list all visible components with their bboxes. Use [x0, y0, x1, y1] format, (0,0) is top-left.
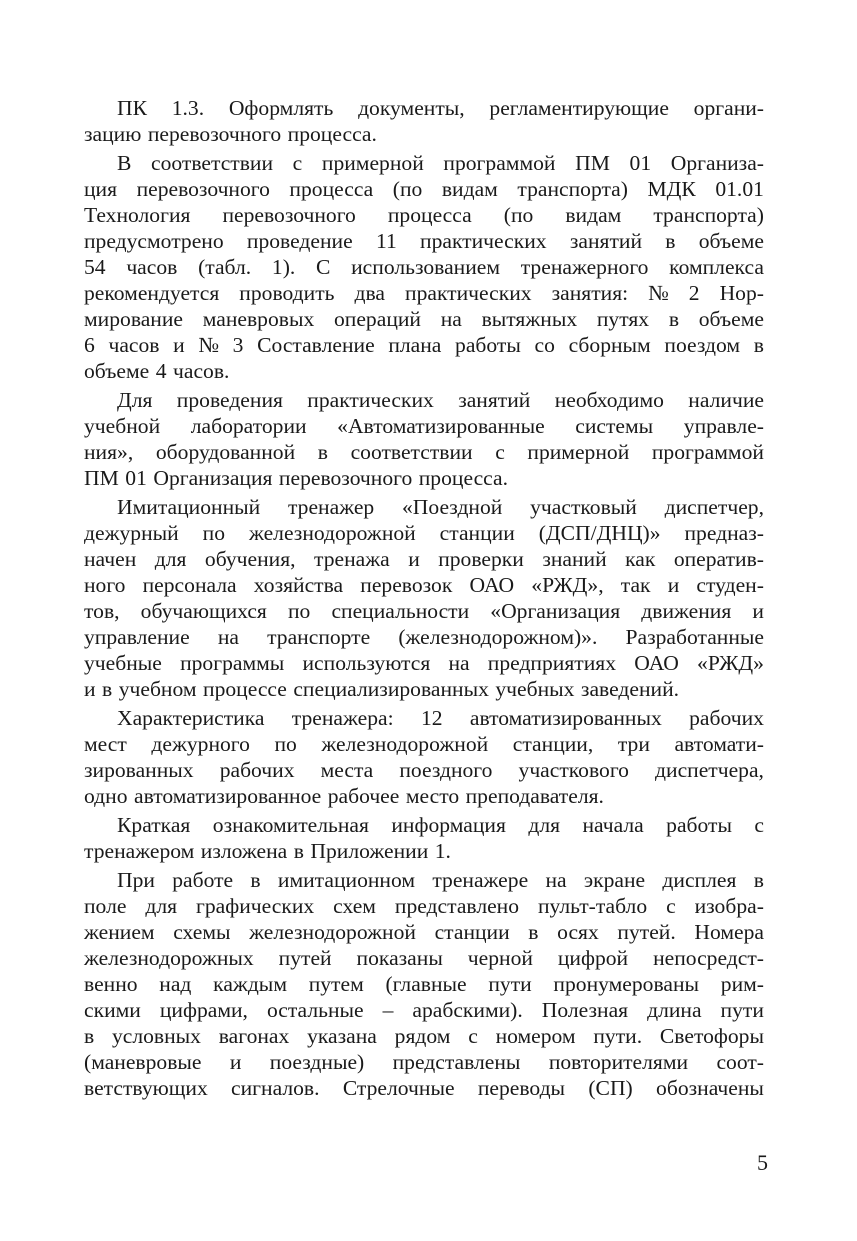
- text-line: и в учебном процессе специализированных учебных заведений.: [84, 677, 680, 701]
- text-line: ния», оборудованной в соответствии с примерной программой: [84, 440, 764, 464]
- text-line: В соответствии с примерной программой ПМ 01 Организа-: [117, 151, 764, 175]
- text-line: ПМ 01 Организация перевозочного процесса.: [84, 466, 508, 490]
- text-line: в условных вагонах указана рядом с номером пути. Светофоры: [84, 1024, 764, 1048]
- text-line: зацию перевозочного процесса.: [84, 122, 377, 146]
- text-line: ветствующих сигналов. Стрелочные переводы (СП) обозначены: [84, 1076, 764, 1100]
- page-number: 5: [757, 1150, 768, 1175]
- text-line: ция перевозочного процесса (по видам транспорта) МДК 01.01: [84, 177, 764, 201]
- text-line: управление на транспорте (железнодорожном)». Разработанные: [84, 625, 764, 649]
- text-line: (маневровые и поездные) представлены повторителями соот-: [84, 1050, 764, 1074]
- text-line: Имитационный тренажер «Поездной участковый диспетчер,: [117, 495, 764, 519]
- text-line: Для проведения практических занятий необходимо наличие: [117, 388, 764, 412]
- text-line: начен для обучения, тренажа и проверки знаний как оператив-: [84, 547, 764, 571]
- text-line: Характеристика тренажера: 12 автоматизированных рабочих: [117, 706, 764, 730]
- text-line: ПК 1.3. Оформлять документы, регламентирующие органи-: [117, 96, 764, 120]
- text-line: 54 часов (табл. 1). С использованием тренажерного комплекса: [84, 255, 764, 279]
- text-line: жением схемы железнодорожной станции в осях путей. Номера: [84, 920, 764, 944]
- text-line: тов, обучающихся по специальности «Организация движения и: [84, 599, 764, 623]
- text-line: поле для графических схем представлено пульт-табло с изобра-: [84, 894, 764, 918]
- text-line: Технология перевозочного процесса (по видам транспорта): [84, 203, 764, 227]
- text-line: ного персонала хозяйства перевозок ОАО «РЖД», так и студен-: [84, 573, 764, 597]
- text-line: венно над каждым путем (главные пути пронумерованы рим-: [84, 972, 764, 996]
- paragraph: [84, 387, 764, 491]
- text-line: учебной лаборатории «Автоматизированные системы управле-: [84, 414, 764, 438]
- paragraph: [84, 150, 764, 384]
- text-line: объеме 4 часов.: [84, 359, 230, 383]
- text-line: Краткая ознакомительная информация для начала работы с: [117, 813, 764, 837]
- text-line: предусмотрено проведение 11 практических занятий в объеме: [84, 229, 764, 253]
- text-line: мирование маневровых операций на вытяжных путях в объеме: [84, 307, 764, 331]
- text-line: одно автоматизированное рабочее место преподавателя.: [84, 784, 604, 808]
- text-line: железнодорожных путей показаны черной цифрой непосредст-: [84, 946, 764, 970]
- text-line: рекомендуется проводить два практических занятия: № 2 Нор-: [84, 281, 764, 305]
- text-line: дежурный по железнодорожной станции (ДСП/ДНЦ)» предназ-: [84, 521, 764, 545]
- body-text: [84, 95, 764, 1101]
- paragraph: [84, 95, 764, 147]
- paragraph: [84, 812, 764, 864]
- paragraph: [84, 494, 764, 702]
- paragraph: [84, 867, 764, 1101]
- text-line: При работе в имитационном тренажере на экране дисплея в: [117, 868, 764, 892]
- text-line: мест дежурного по железнодорожной станции, три автомати-: [84, 732, 764, 756]
- text-line: зированных рабочих места поездного участкового диспетчера,: [84, 758, 764, 782]
- text-line: учебные программы используются на предприятиях ОАО «РЖД»: [84, 651, 764, 675]
- text-line: скими цифрами, остальные – арабскими). Полезная длина пути: [84, 998, 764, 1022]
- paragraph: [84, 705, 764, 809]
- text-line: тренажером изложена в Приложении 1.: [84, 839, 451, 863]
- text-line: 6 часов и № 3 Составление плана работы со сборным поездом в: [84, 333, 764, 357]
